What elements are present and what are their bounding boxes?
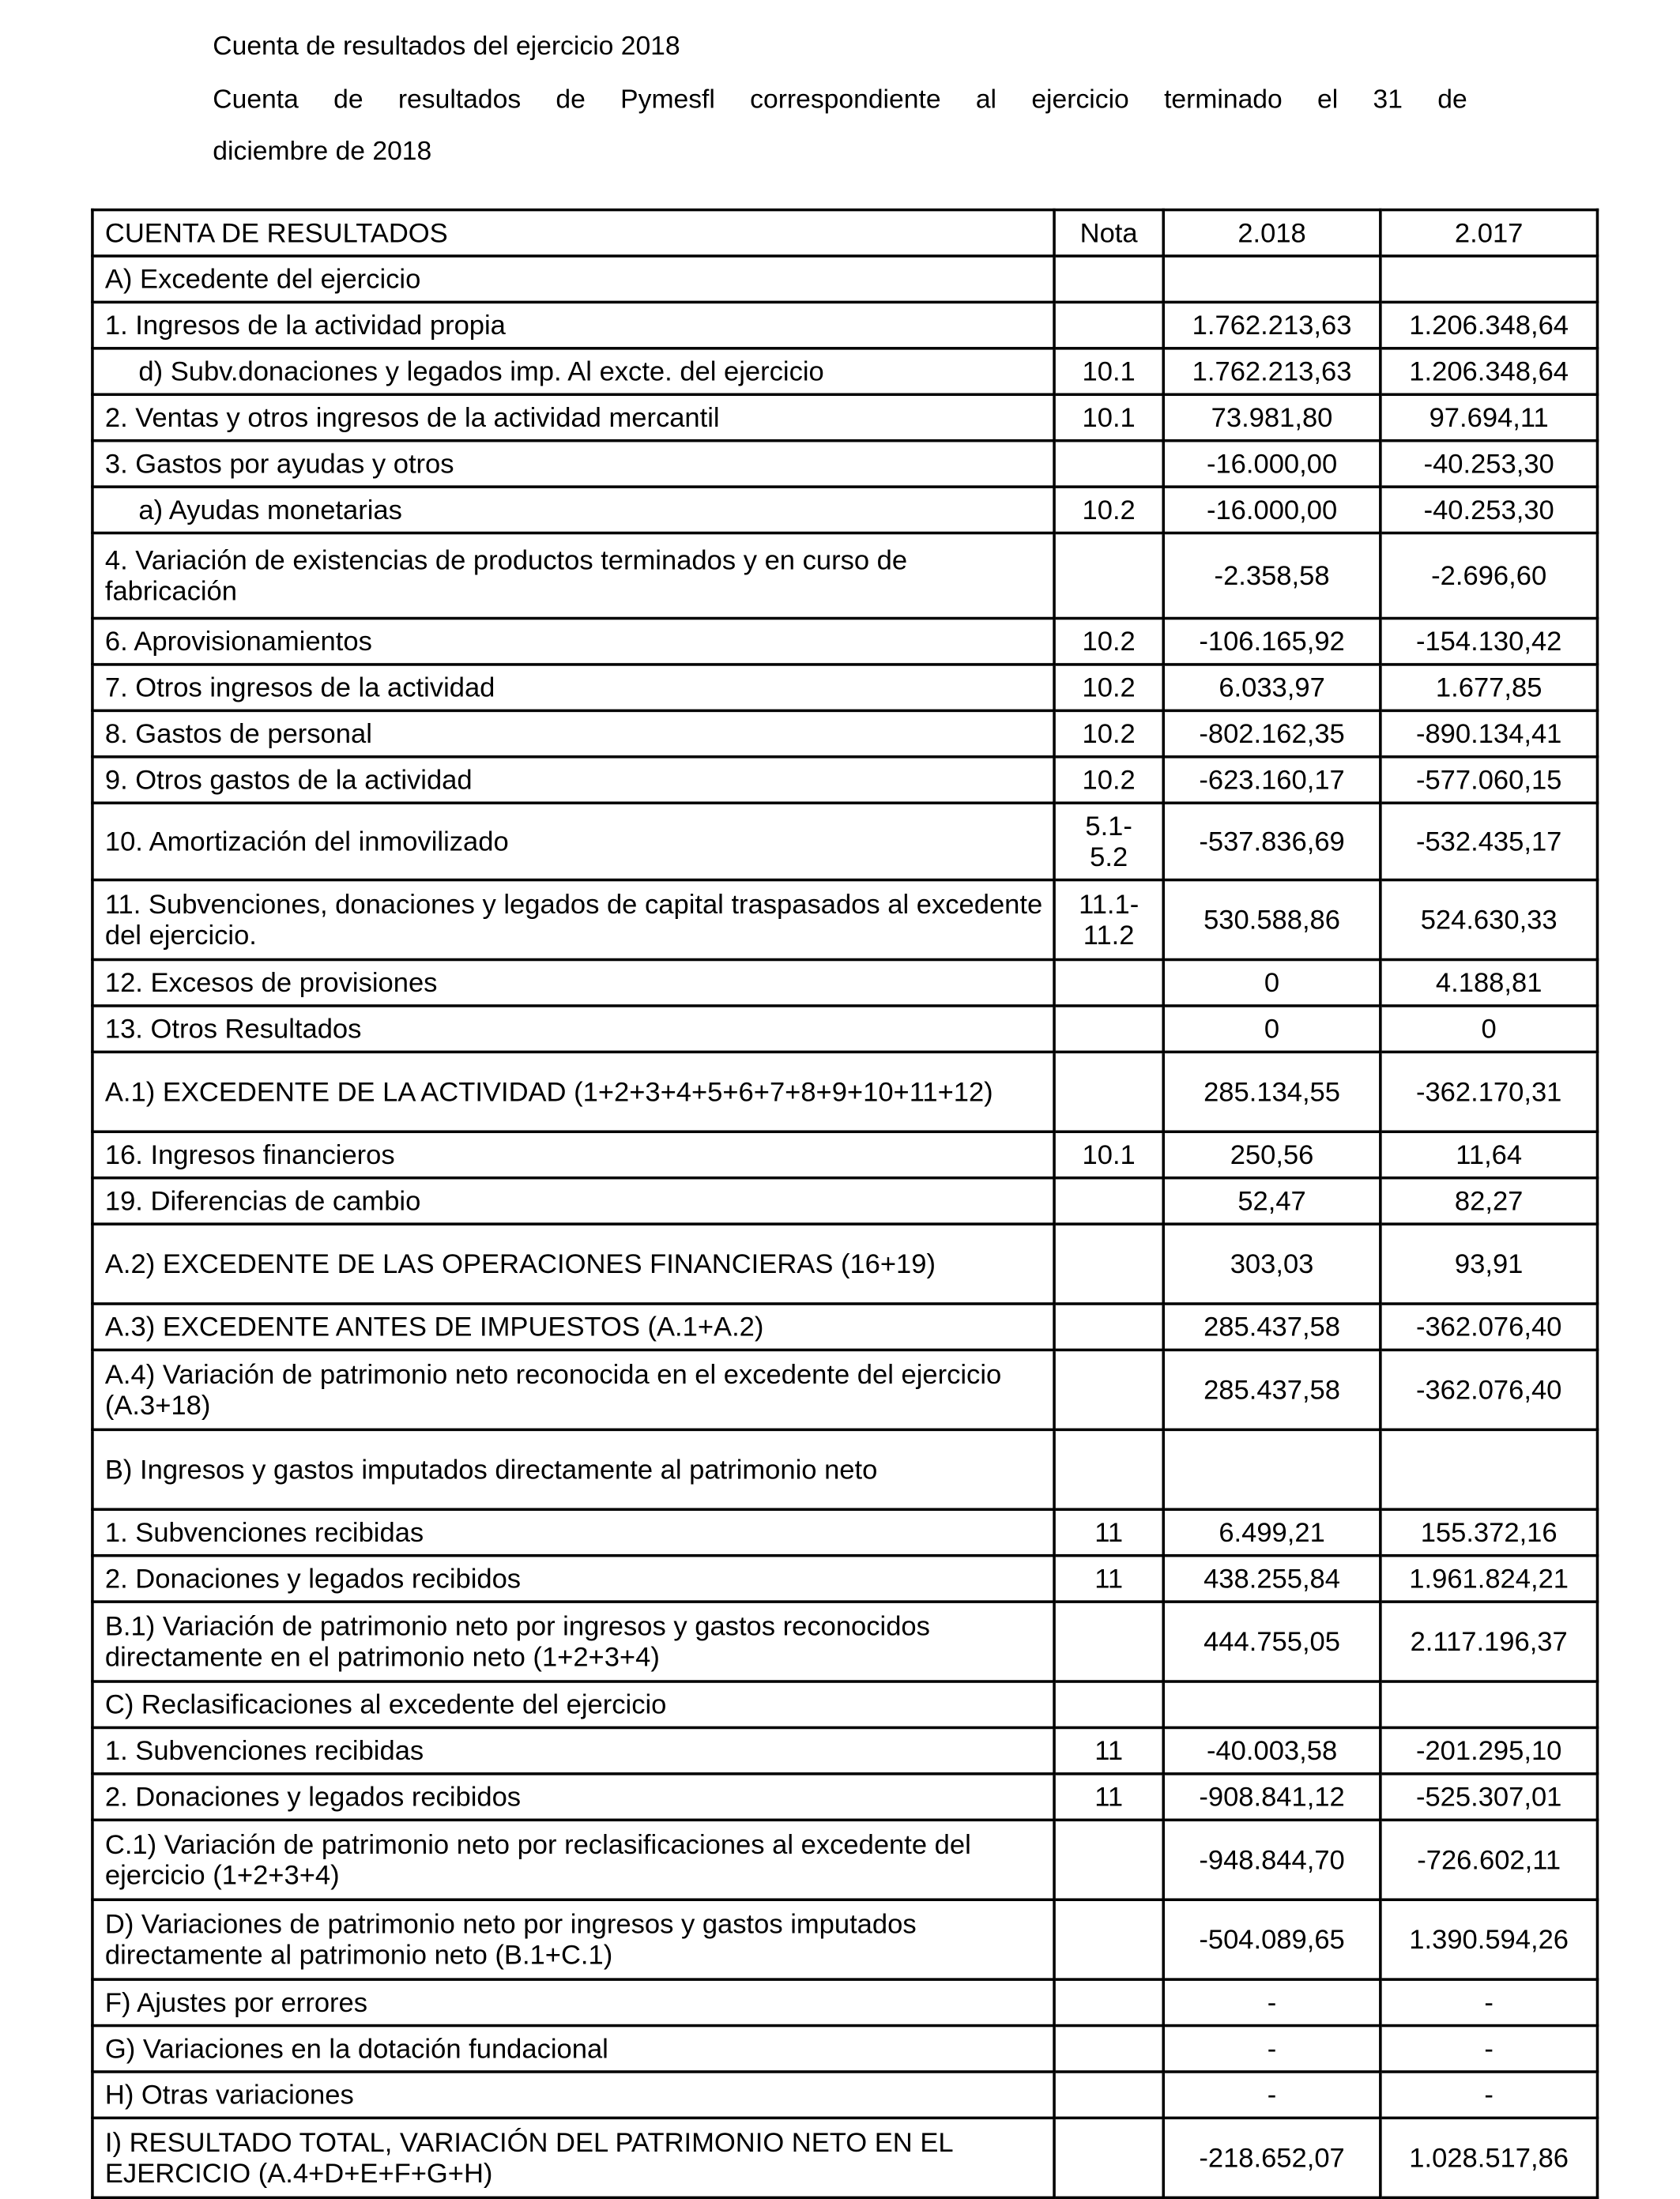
row-label: 19. Diferencias de cambio xyxy=(92,1178,1054,1224)
table-row xyxy=(92,1774,1598,1820)
row-value-2018: 530.588,86 xyxy=(1163,880,1381,960)
row-value-2018: -948.844,70 xyxy=(1163,1820,1381,1900)
row-label: A.3) EXCEDENTE ANTES DE IMPUESTOS (A.1+A.2) xyxy=(92,1304,1054,1350)
row-nota-line1: 11.1- xyxy=(1079,889,1139,921)
row-label: 9. Otros gastos de la actividad xyxy=(92,757,1054,803)
row-label: 16. Ingresos financieros xyxy=(92,1132,1054,1177)
table-header-row xyxy=(92,210,1598,256)
document-title: Cuenta de resultados del ejercicio 2018 xyxy=(213,32,680,62)
table-row xyxy=(92,710,1598,756)
header-year-2018: 2.018 xyxy=(1163,210,1381,256)
row-value-2017: -532.435,17 xyxy=(1381,803,1598,879)
row-value-2018: 6.499,21 xyxy=(1163,1509,1381,1555)
row-value-2018 xyxy=(1163,1429,1381,1509)
table-row xyxy=(92,1681,1598,1727)
row-value-2017: 1.390.594,26 xyxy=(1381,1900,1598,1979)
table-row xyxy=(92,1224,1598,1304)
row-value-2018: - xyxy=(1163,2072,1381,2118)
table-row xyxy=(92,1602,1598,1681)
row-value-2017: 1.028.517,86 xyxy=(1381,2118,1598,2197)
row-label: 2. Donaciones y legados recibidos xyxy=(92,1774,1054,1820)
row-label: 4. Variación de existencias de productos terminados y en curso de fabricación xyxy=(92,533,1054,619)
row-nota: 10.2 xyxy=(1054,619,1163,665)
row-nota xyxy=(1054,959,1163,1005)
table-row xyxy=(92,1132,1598,1177)
row-nota: 10.1 xyxy=(1054,348,1163,394)
row-label: A) Excedente del ejercicio xyxy=(92,256,1054,302)
row-label: B) Ingresos y gastos imputados directamente al patrimonio neto xyxy=(92,1429,1054,1509)
row-value-2017: -525.307,01 xyxy=(1381,1774,1598,1820)
row-value-2018: 438.255,84 xyxy=(1163,1556,1381,1602)
row-label: A.1) EXCEDENTE DE LA ACTIVIDAD (1+2+3+4+5+6+7+8+9+10+11+12) xyxy=(92,1052,1054,1132)
row-value-2017: -577.060,15 xyxy=(1381,757,1598,803)
row-label: 12. Excesos de provisiones xyxy=(92,959,1054,1005)
row-value-2017: 1.206.348,64 xyxy=(1381,302,1598,348)
table-row xyxy=(92,665,1598,710)
row-value-2018: -16.000,00 xyxy=(1163,487,1381,533)
table-row xyxy=(92,1178,1598,1224)
row-label: F) Ajustes por errores xyxy=(92,1979,1054,2025)
row-value-2017: 11,64 xyxy=(1381,1132,1598,1177)
table-row xyxy=(92,256,1598,302)
row-value-2017: 0 xyxy=(1381,1006,1598,1052)
row-value-2017: 1.206.348,64 xyxy=(1381,348,1598,394)
header-year-2017: 2.017 xyxy=(1381,210,1598,256)
results-table xyxy=(91,209,1599,2199)
row-value-2018: 250,56 xyxy=(1163,1132,1381,1177)
row-value-2017: - xyxy=(1381,2072,1598,2118)
row-nota-line2: 5.2 xyxy=(1090,841,1128,872)
row-label: d) Subv.donaciones y legados imp. Al excte. del ejercicio xyxy=(92,348,1054,394)
row-nota xyxy=(1054,1979,1163,2025)
row-value-2018: 52,47 xyxy=(1163,1178,1381,1224)
row-label: 10. Amortización del inmovilizado xyxy=(92,803,1054,879)
row-label: 6. Aprovisionamientos xyxy=(92,619,1054,665)
row-nota xyxy=(1054,533,1163,619)
row-nota: 10.2 xyxy=(1054,487,1163,533)
row-value-2017: -154.130,42 xyxy=(1381,619,1598,665)
row-nota xyxy=(1054,2072,1163,2118)
row-label: D) Variaciones de patrimonio neto por ingresos y gastos imputados directamente al patrimonio neto (B.1+C.1) xyxy=(92,1900,1054,1979)
header-label: CUENTA DE RESULTADOS xyxy=(92,210,1054,256)
row-value-2018: 285.437,58 xyxy=(1163,1304,1381,1350)
row-nota: 10.1 xyxy=(1054,1132,1163,1177)
row-value-2017: 82,27 xyxy=(1381,1178,1598,1224)
row-value-2018: - xyxy=(1163,1979,1381,2025)
row-value-2018: -16.000,00 xyxy=(1163,441,1381,487)
row-label: 1. Ingresos de la actividad propia xyxy=(92,302,1054,348)
row-label: 11. Subvenciones, donaciones y legados de capital traspasados al excedente del ejercicio. xyxy=(92,880,1054,960)
row-label: 3. Gastos por ayudas y otros xyxy=(92,441,1054,487)
table-row xyxy=(92,619,1598,665)
row-nota-line1: 5.1- xyxy=(1085,810,1132,842)
row-value-2017: -890.134,41 xyxy=(1381,710,1598,756)
row-value-2017: 4.188,81 xyxy=(1381,959,1598,1005)
row-value-2017: 155.372,16 xyxy=(1381,1509,1598,1555)
table-row xyxy=(92,533,1598,619)
row-label: 1. Subvenciones recibidas xyxy=(92,1727,1054,1773)
row-nota-line2: 11.2 xyxy=(1083,920,1135,951)
row-nota: 10.2 xyxy=(1054,665,1163,710)
row-nota xyxy=(1054,803,1163,879)
table-row xyxy=(92,1727,1598,1773)
row-value-2017: -362.170,31 xyxy=(1381,1052,1598,1132)
row-nota xyxy=(1054,1681,1163,1727)
row-label: G) Variaciones en la dotación fundacional xyxy=(92,2026,1054,2072)
row-value-2017: 1.961.824,21 xyxy=(1381,1556,1598,1602)
table-row xyxy=(92,1350,1598,1429)
row-nota xyxy=(1054,1820,1163,1900)
table-row xyxy=(92,1900,1598,1979)
row-value-2017: -2.696,60 xyxy=(1381,533,1598,619)
table-row xyxy=(92,1006,1598,1052)
row-label: 13. Otros Resultados xyxy=(92,1006,1054,1052)
table-row xyxy=(92,441,1598,487)
row-value-2018 xyxy=(1163,1681,1381,1727)
row-nota xyxy=(1054,256,1163,302)
table-row xyxy=(92,959,1598,1005)
row-value-2018: 0 xyxy=(1163,959,1381,1005)
row-value-2017: - xyxy=(1381,1979,1598,2025)
row-value-2018: 0 xyxy=(1163,1006,1381,1052)
row-label: 1. Subvenciones recibidas xyxy=(92,1509,1054,1555)
row-label: C.1) Variación de patrimonio neto por reclasificaciones al excedente del ejercicio (1+2+3+4) xyxy=(92,1820,1054,1900)
row-label: A.2) EXCEDENTE DE LAS OPERACIONES FINANCIERAS (16+19) xyxy=(92,1224,1054,1304)
row-label: C) Reclasificaciones al excedente del ejercicio xyxy=(92,1681,1054,1727)
row-nota xyxy=(1054,1304,1163,1350)
row-value-2018: 73.981,80 xyxy=(1163,394,1381,440)
row-nota: 11 xyxy=(1054,1509,1163,1555)
row-value-2018: 444.755,05 xyxy=(1163,1602,1381,1681)
row-value-2018: -218.652,07 xyxy=(1163,2118,1381,2197)
row-label: 8. Gastos de personal xyxy=(92,710,1054,756)
row-value-2017: -362.076,40 xyxy=(1381,1350,1598,1429)
row-value-2017: -362.076,40 xyxy=(1381,1304,1598,1350)
document-subtitle-continued: diciembre de 2018 xyxy=(213,137,432,167)
row-value-2017: -40.253,30 xyxy=(1381,487,1598,533)
row-value-2017: -726.602,11 xyxy=(1381,1820,1598,1900)
row-value-2018: -2.358,58 xyxy=(1163,533,1381,619)
row-value-2018 xyxy=(1163,256,1381,302)
header-nota: Nota xyxy=(1054,210,1163,256)
row-value-2018: 1.762.213,63 xyxy=(1163,348,1381,394)
row-nota: 10.2 xyxy=(1054,757,1163,803)
row-nota: 11 xyxy=(1054,1556,1163,1602)
row-nota xyxy=(1054,1224,1163,1304)
table-row xyxy=(92,487,1598,533)
row-label: 2. Ventas y otros ingresos de la actividad mercantil xyxy=(92,394,1054,440)
table-row xyxy=(92,1429,1598,1509)
row-value-2018: 6.033,97 xyxy=(1163,665,1381,710)
row-value-2018: -802.162,35 xyxy=(1163,710,1381,756)
row-value-2018: -908.841,12 xyxy=(1163,1774,1381,1820)
table-row xyxy=(92,1820,1598,1900)
row-value-2018: 285.134,55 xyxy=(1163,1052,1381,1132)
table-row xyxy=(92,1509,1598,1555)
row-value-2017: 97.694,11 xyxy=(1381,394,1598,440)
row-label: 2. Donaciones y legados recibidos xyxy=(92,1556,1054,1602)
row-label: A.4) Variación de patrimonio neto reconocida en el excedente del ejercicio (A.3+18) xyxy=(92,1350,1054,1429)
row-value-2017: 524.630,33 xyxy=(1381,880,1598,960)
row-value-2017: -40.253,30 xyxy=(1381,441,1598,487)
row-nota xyxy=(1054,302,1163,348)
row-value-2017: -201.295,10 xyxy=(1381,1727,1598,1773)
table-row xyxy=(92,348,1598,394)
row-value-2017: 1.677,85 xyxy=(1381,665,1598,710)
row-value-2018: -40.003,58 xyxy=(1163,1727,1381,1773)
row-nota xyxy=(1054,1602,1163,1681)
row-nota: 10.2 xyxy=(1054,710,1163,756)
row-value-2018: -106.165,92 xyxy=(1163,619,1381,665)
row-nota xyxy=(1054,880,1163,960)
row-value-2018: 1.762.213,63 xyxy=(1163,302,1381,348)
table-row xyxy=(92,2118,1598,2197)
row-nota xyxy=(1054,1006,1163,1052)
table-row xyxy=(92,1979,1598,2025)
row-value-2017: 93,91 xyxy=(1381,1224,1598,1304)
row-value-2017 xyxy=(1381,256,1598,302)
row-value-2018: -537.836,69 xyxy=(1163,803,1381,879)
row-nota xyxy=(1054,1429,1163,1509)
row-value-2017 xyxy=(1381,1429,1598,1509)
row-value-2018: 285.437,58 xyxy=(1163,1350,1381,1429)
row-value-2017 xyxy=(1381,1681,1598,1727)
row-nota: 11 xyxy=(1054,1727,1163,1773)
row-label: I) RESULTADO TOTAL, VARIACIÓN DEL PATRIMONIO NETO EN EL EJERCICIO (A.4+D+E+F+G+H) xyxy=(92,2118,1054,2197)
row-label: B.1) Variación de patrimonio neto por ingresos y gastos reconocidos directamente en el patrimonio neto (1+2+3+4) xyxy=(92,1602,1054,1681)
row-value-2017: - xyxy=(1381,2026,1598,2072)
table-row xyxy=(92,1052,1598,1132)
table-row xyxy=(92,394,1598,440)
row-label: H) Otras variaciones xyxy=(92,2072,1054,2118)
row-nota xyxy=(1054,1052,1163,1132)
row-nota xyxy=(1054,2118,1163,2197)
row-label: 7. Otros ingresos de la actividad xyxy=(92,665,1054,710)
row-value-2017: 2.117.196,37 xyxy=(1381,1602,1598,1681)
row-nota: 11 xyxy=(1054,1774,1163,1820)
table-row xyxy=(92,2026,1598,2072)
row-value-2018: 303,03 xyxy=(1163,1224,1381,1304)
row-value-2018: -623.160,17 xyxy=(1163,757,1381,803)
table-row xyxy=(92,302,1598,348)
table-row xyxy=(92,803,1598,879)
table-row xyxy=(92,757,1598,803)
row-nota xyxy=(1054,1350,1163,1429)
row-value-2018: - xyxy=(1163,2026,1381,2072)
table-row xyxy=(92,880,1598,960)
row-label: a) Ayudas monetarias xyxy=(92,487,1054,533)
row-nota xyxy=(1054,1178,1163,1224)
table-row xyxy=(92,1304,1598,1350)
row-value-2018: -504.089,65 xyxy=(1163,1900,1381,1979)
document-subtitle: Cuenta de resultados de Pymesfl correspondiente al ejercicio terminado el 31 de xyxy=(213,85,1467,115)
table-row xyxy=(92,2072,1598,2118)
row-nota: 10.1 xyxy=(1054,394,1163,440)
table-row xyxy=(92,1556,1598,1602)
row-nota xyxy=(1054,1900,1163,1979)
row-nota xyxy=(1054,2026,1163,2072)
row-nota xyxy=(1054,441,1163,487)
